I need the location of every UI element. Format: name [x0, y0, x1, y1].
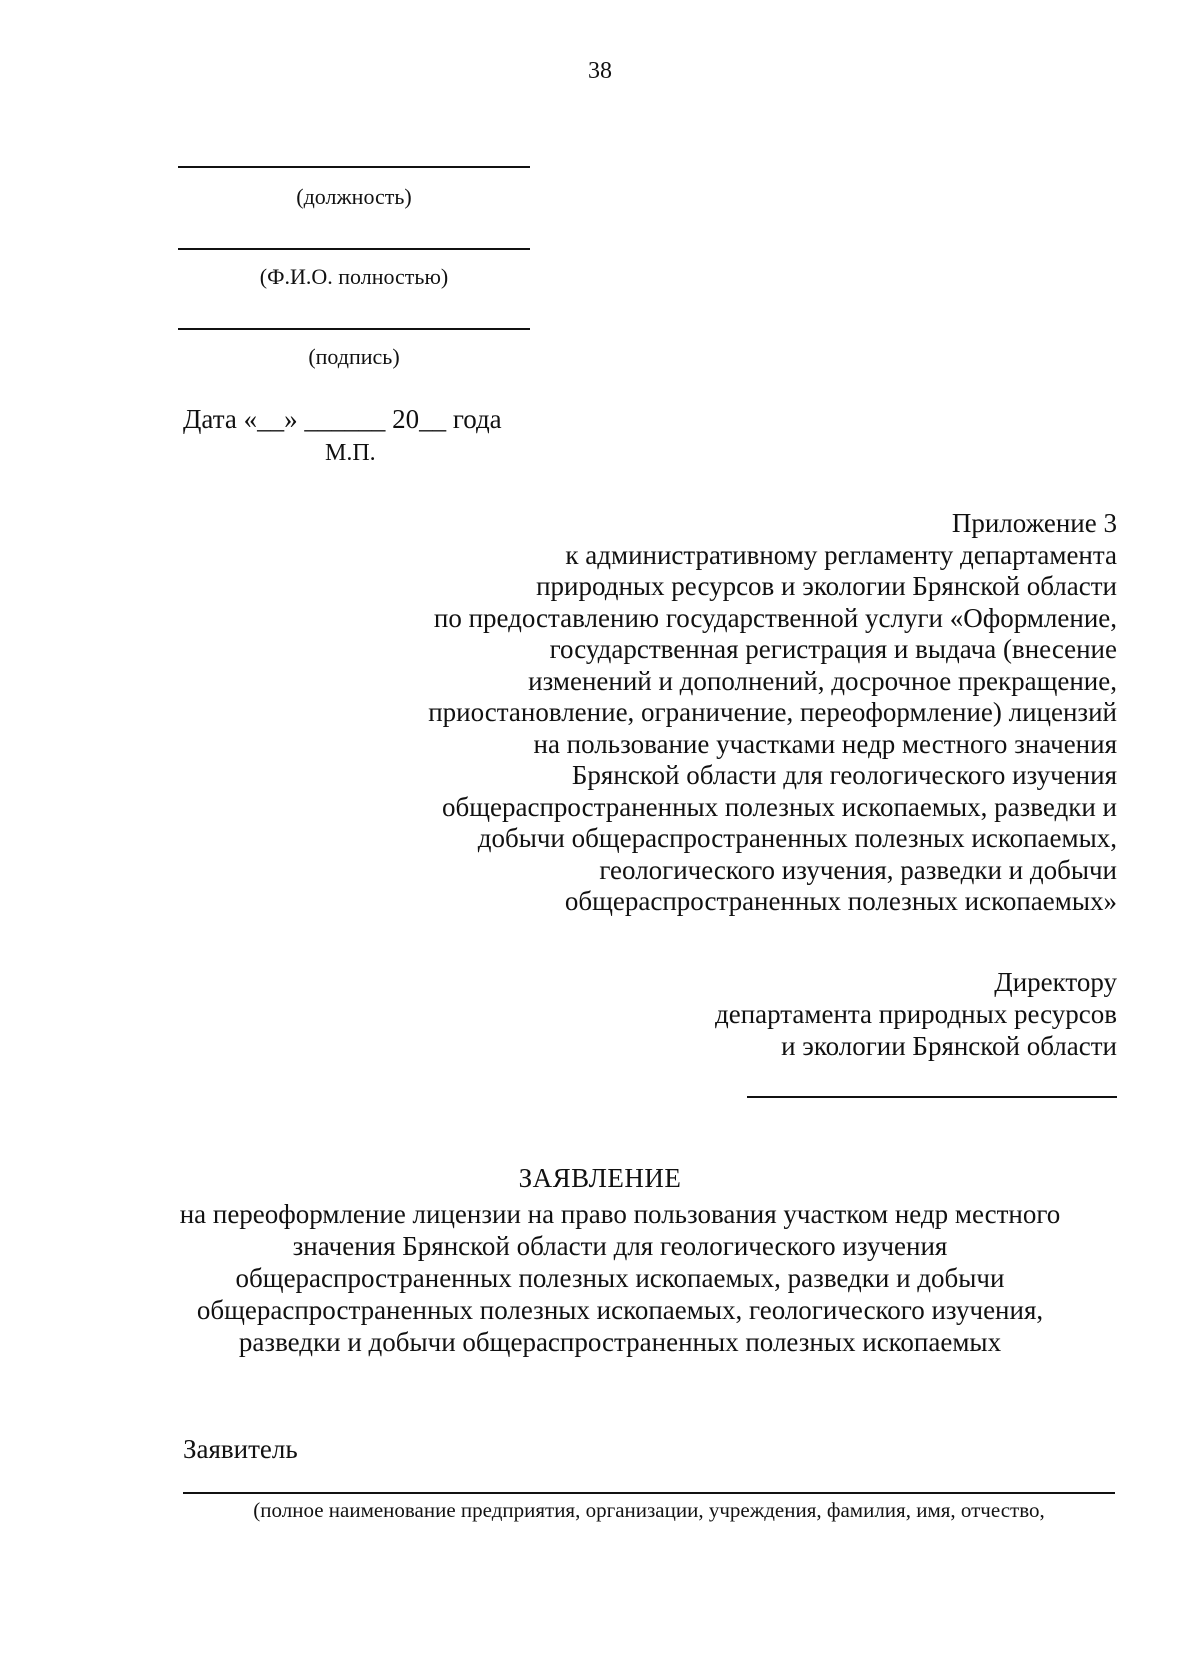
appendix-line: приостановление, ограничение, переоформление) лицензий — [428, 697, 1117, 727]
statement-title: ЗАЯВЛЕНИЕ — [518, 1163, 682, 1193]
statement-line: общераспространенных полезных ископаемых, геологического изучения, — [196, 1295, 1044, 1325]
addressee-line: Директору — [994, 967, 1117, 997]
statement-subject — [150, 1198, 1090, 1358]
appendix-line: геологического изучения, разведки и добычи — [599, 854, 1117, 885]
appendix-heading — [357, 508, 1117, 918]
statement-line: значения Брянской области для геологического изучения — [292, 1231, 948, 1261]
page-number: 38 — [588, 58, 612, 84]
applicant-caption: (полное наименование предприятия, организации, учреждения, фамилия, имя, отчество, — [253, 1498, 1045, 1522]
addressee-name-line — [747, 1096, 1117, 1098]
full-name-line — [178, 248, 530, 250]
addressee-line: департамента природных ресурсов — [714, 999, 1117, 1029]
appendix-line: природных ресурсов и экологии Брянской области — [536, 571, 1117, 601]
position-signature-line — [178, 166, 530, 168]
signature-line — [178, 328, 530, 330]
stamp-placeholder: М.П. — [325, 440, 376, 466]
applicant-name-line — [183, 1492, 1115, 1494]
appendix-line: государственная регистрация и выдача (внесение — [549, 634, 1117, 664]
applicant-label: Заявитель — [183, 1434, 298, 1464]
statement-line: общераспространенных полезных ископаемых, разведки и добычи — [235, 1263, 1005, 1293]
appendix-title: Приложение 3 — [951, 508, 1117, 538]
appendix-line: изменений и дополнений, досрочное прекращение, — [528, 665, 1117, 696]
appendix-line: на пользование участками недр местного значения — [533, 728, 1117, 759]
appendix-line: добычи общераспространенных полезных ископаемых, — [477, 823, 1117, 853]
appendix-line: Брянской области для геологического изучения — [571, 760, 1117, 790]
addressee-block — [557, 966, 1117, 1062]
appendix-line: общераспространенных полезных ископаемых» — [564, 886, 1117, 916]
addressee-line: и экологии Брянской области — [781, 1031, 1117, 1061]
full-name-caption: (Ф.И.О. полностью) — [259, 264, 449, 289]
date-line: Дата «__» ______ 20__ года — [183, 404, 502, 434]
signature-caption: (подпись) — [308, 344, 400, 369]
appendix-line: общераспространенных полезных ископаемых, разведки и — [442, 791, 1117, 822]
appendix-line: к административному регламенту департамента — [565, 539, 1117, 570]
statement-line: разведки и добычи общераспространенных полезных ископаемых — [238, 1327, 1002, 1357]
statement-line: на переоформление лицензии на право пользования участком недр местного — [179, 1199, 1061, 1229]
appendix-line: по предоставлению государственной услуги «Оформление, — [433, 602, 1117, 633]
position-caption: (должность) — [296, 184, 412, 209]
